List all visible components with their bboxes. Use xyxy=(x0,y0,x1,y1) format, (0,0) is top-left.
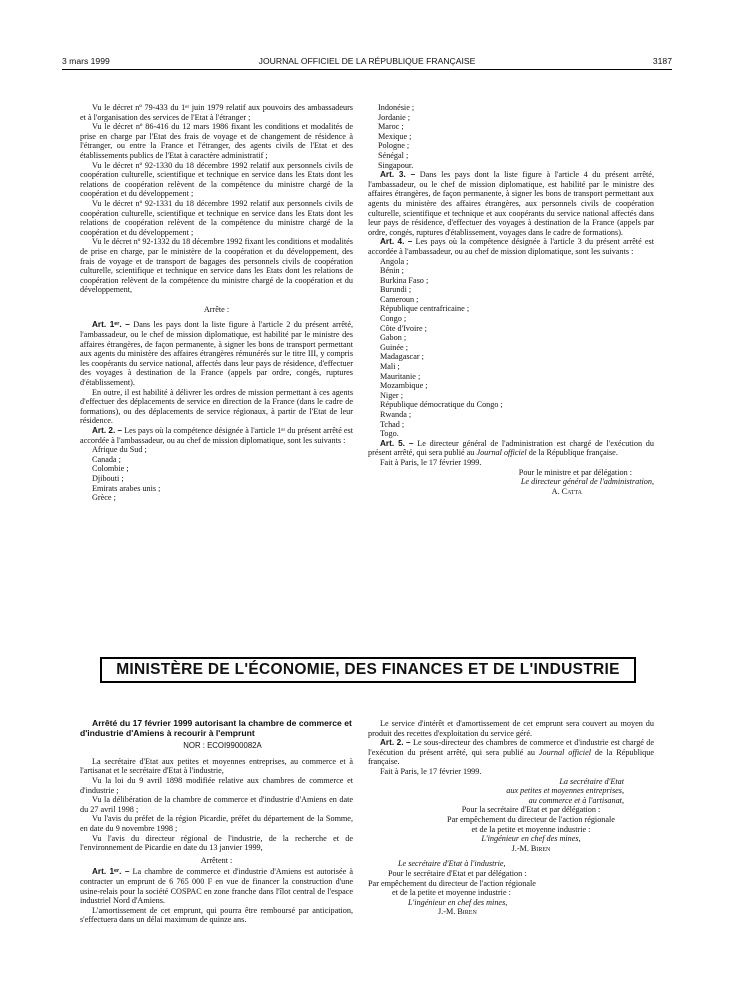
article-text: La chambre de commerce et d'industrie d'Amiens est autorisée à contracter un emprunt de 6 765 000 F en vue de financer la construction d'une usine-relais pour la société COSPAC en zone franche dans l'îlot central de l'espace industriel Nord d'Amiens. xyxy=(80,867,353,906)
list-item: Singapour. xyxy=(378,160,414,170)
list-item: Togo. xyxy=(380,429,399,439)
signature-line: Pour le ministre et par délégation : xyxy=(518,467,632,477)
list-item: Congo ; xyxy=(380,314,407,324)
article-5 xyxy=(368,439,654,458)
nor-reference: NOR : ECOI9900082A xyxy=(183,741,262,751)
vu-paragraph: Vu le décret nº 92-1331 du 18 décembre 1992 relatif aux personnels civils de coopération culturelle, scientifique et technique en service dans les Etats dont les relations de coopération relèvent de la compétence du ministre chargé de la coopération et du développement ; xyxy=(80,198,353,237)
vu-paragraph: Vu le décret nº 92-1332 du 18 décembre 1992 fixant les conditions et modalités de prise en charge, par le ministère de la coopération et du développement, des frais de voyage et de transport de bagages des personnels civils de coopération culturelle, scientifique et technique en service dans les Etats dont les relations de coopération relèvent de la compétence du ministre chargé de la coopération et du développement, xyxy=(80,237,353,295)
arretent-heading: Arrêtent : xyxy=(200,855,233,865)
list-item: Pologne ; xyxy=(378,141,410,151)
article-label: Art. 4. – xyxy=(380,237,413,247)
list-item: Angola ; xyxy=(380,256,409,266)
list-item: Tchad ; xyxy=(380,419,405,429)
signature-line: et de la petite et moyenne industrie : xyxy=(392,888,511,898)
signature-line: L'ingénieur en chef des mines, xyxy=(408,897,508,907)
signature-line: et de la petite et moyenne industrie : xyxy=(471,824,591,834)
signature-name: A. Catta xyxy=(551,486,582,496)
list-item: Afrique du Sud ; xyxy=(92,445,147,455)
list-item: Mauritanie ; xyxy=(380,371,421,381)
signature-block-1 xyxy=(368,777,654,806)
intro-paragraph: La secrétaire d'Etat aux petites et moyennes entreprises, au commerce et à l'artisanat et le secrétaire d'Etat à l'industrie, xyxy=(80,756,353,776)
list-item: Bénin ; xyxy=(380,266,404,276)
header-page-number: 3187 xyxy=(652,56,672,66)
bottom-left-column xyxy=(80,719,353,925)
journal-officiel-ref: Journal officiel xyxy=(476,448,527,458)
article-label: Art. 5. – xyxy=(380,438,414,448)
arrete-heading: Arrête : xyxy=(203,304,230,314)
vu-paragraph: Vu l'avis du directeur régional de l'industrie, de la recherche et de l'environnement de Picardie en date du 13 janvier 1999, xyxy=(80,833,353,853)
list-item: République centrafricaine ; xyxy=(380,304,470,314)
list-item: Mozambique ; xyxy=(380,381,428,391)
signature-line: Pour la secrétaire d'Etat et par délégation : xyxy=(461,805,601,815)
vu-paragraph: Vu la délibération de la chambre de commerce et d'industrie d'Amiens en date du 27 avril 1998 ; xyxy=(80,795,353,814)
article-4 xyxy=(368,237,654,256)
list-item: Djibouti ; xyxy=(92,473,124,483)
list-item: Mali ; xyxy=(380,362,400,372)
signature-line: aux petites et moyennes entreprises, xyxy=(506,786,624,796)
header-rule xyxy=(62,69,672,70)
article-text: Les pays où la compétence désignée à l'article 3 du présent arrêté est accordée à l'ambassadeur, ou au chef de mission diplomatique, sont les suivants : xyxy=(368,237,654,256)
signature-line: Pour le secrétaire d'Etat et par délégation : xyxy=(388,868,527,878)
top-right-column xyxy=(368,103,654,496)
vu-paragraph: Vu le décret nº 79-433 du 1ᵉʳ juin 1979 relatif aux pouvoirs des ambassadeurs et à l'organisation des services de l'Etat à l'étranger ; xyxy=(80,103,353,122)
article-text: Dans les pays dont la liste figure à l'article 4 du présent arrêté, l'ambassadeur, ou le chef de mission diplomatique, est habilité par le ministre des affaires étrangères, de façon permanente, à signer les bons de transport permettant aux agents du ministère des affaires étrangères, aux personnels civils de coopération culturelle, scientifique et technique et aux coopérants du service national affectés dans leur pays de résidence, d'effectuer des voyages à destination de la France (appels par ordre, congés, ruptures d'établissement, voyages dans le cadre de formations). xyxy=(368,170,654,237)
list-item: Maroc ; xyxy=(378,122,404,132)
bottom-right-column xyxy=(368,719,654,917)
signature-line: Par empêchement du directeur de l'action régionale xyxy=(447,814,615,824)
signature-line: L'ingénieur en chef des mines, xyxy=(481,834,581,844)
list-item: République démocratique du Congo ; xyxy=(380,400,503,410)
country-list xyxy=(80,445,353,503)
article-label: Art. 1ᵉʳ. – xyxy=(92,867,130,877)
article-label: Art. 1ᵉʳ. – xyxy=(92,320,130,330)
article-text: Le directeur général de l'administration est chargé de l'exécution du présent arrêté, qui sera publié au xyxy=(368,438,654,458)
signature-block-2 xyxy=(368,859,654,869)
list-item: Indonésie ; xyxy=(378,103,415,112)
article-1 xyxy=(80,867,353,905)
header-journal-title: JOURNAL OFFICIEL DE LA RÉPUBLIQUE FRANÇAISE xyxy=(258,56,476,66)
top-left-column xyxy=(80,103,353,503)
vu-paragraph: Vu la loi du 9 avril 1898 modifiée relative aux chambres de commerce et d'industrie ; xyxy=(80,775,353,795)
article-2 xyxy=(368,738,654,767)
ministry-heading-band: MINISTÈRE DE L'ÉCONOMIE, DES FINANCES ET DE L'INDUSTRIE xyxy=(100,657,636,683)
signature-delegation-1 xyxy=(368,805,654,853)
article-label: Art. 3. – xyxy=(380,170,416,180)
arrete-title: Arrêté du 17 février 1999 autorisant la chambre de commerce et d'industrie d'Amiens à recourir à l'emprunt xyxy=(80,718,352,738)
list-item: Cameroun ; xyxy=(380,294,419,304)
signature-line: au commerce et à l'artisanat, xyxy=(528,795,624,805)
article-2 xyxy=(80,426,353,445)
list-item: Côte d'Ivoire ; xyxy=(380,323,427,333)
article-1-continued: En outre, il est habilité à délivrer les ordres de mission permettant à ces agents d'effectuer des déplacements de service en direction de la France (dans le cadre de formations), ou des déplacements de service régionaux, à partir de l'Etat de leur résidence. xyxy=(80,387,353,426)
signature-line: La secrétaire d'Etat xyxy=(559,776,624,786)
article-text: Dans les pays dont la liste figure à l'article 2 du présent arrêté, l'ambassadeur, ou le chef de mission diplomatique, est habilité par le ministre des affaires étrangères, de façon permanente, à signer les bons de transport permettant aux agents du ministère des affaires étrangères rémunérés sur le titre III, y compris les coopérants du service national, affectés dans leur pays de résidence, d'effectuer des voyages à destination de la France (appels par ordre, congés, ruptures d'établissement). xyxy=(80,320,354,388)
article-label: Art. 2. – xyxy=(92,426,123,435)
article-label: Art. 2. – xyxy=(380,738,411,748)
fait-a-paris: Fait à Paris, le 17 février 1999. xyxy=(380,766,482,776)
signature-delegation-2 xyxy=(368,869,654,917)
signature-name: J.-M. Biren xyxy=(438,907,477,917)
list-item: Mexique ; xyxy=(378,131,412,141)
signature-title: Le directeur général de l'administration, xyxy=(520,477,654,487)
article-text: de la République française. xyxy=(526,448,618,458)
vu-paragraph: Vu le décret nº 86-416 du 12 mars 1986 fixant les conditions et modalités de prise en charge par l'Etat des frais de voyage et de changement de résidence à l'étranger, ou entre la France et l'étranger, des agents civils de l'Etat et des établissements publics de l'Etat à caractère administratif ; xyxy=(80,122,353,160)
list-item: Gabon ; xyxy=(380,333,407,343)
signature-line: Le secrétaire d'Etat à l'industrie, xyxy=(398,859,506,869)
list-item: Grèce ; xyxy=(92,493,116,503)
signature-name: J.-M. Biren xyxy=(511,843,551,853)
article-1-continued: L'amortissement de cet emprunt, qui pourra être remboursé par anticipation, s'effectuera dans un délai maximum de quinze ans. xyxy=(80,905,353,925)
vu-paragraph: Vu l'avis du préfet de la région Picardie, préfet du département de la Somme, en date du 9 novembre 1998 ; xyxy=(80,814,353,833)
signature-line: Par empêchement du directeur de l'action régionale xyxy=(368,878,536,888)
list-item: Sénégal ; xyxy=(378,150,409,160)
list-item: Canada ; xyxy=(92,454,121,464)
fait-a-paris: Fait à Paris, le 17 février 1999. xyxy=(380,457,482,467)
page-header xyxy=(62,56,672,70)
list-item: Burkina Faso ; xyxy=(380,275,429,285)
list-item: Emirats arabes unis ; xyxy=(92,483,161,493)
list-item: Niger ; xyxy=(380,390,403,400)
list-item: Jordanie ; xyxy=(378,112,411,122)
paragraph: Le service d'intérêt et d'amortissement de cet emprunt sera couvert au moyen du produit des recettes d'exploitation du service géré. xyxy=(368,719,654,738)
country-list-continued xyxy=(368,103,654,170)
article-text: de la République française. xyxy=(368,747,654,767)
vu-paragraph: Vu le décret nº 92-1330 du 18 décembre 1992 relatif aux personnels civils de coopération culturelle, scientifique et technique en service dans les Etats dont les relations de coopération relèvent de la compétence du ministre chargé de la coopération et du développement ; xyxy=(80,160,353,199)
list-item: Colombie ; xyxy=(92,464,129,474)
article-text: Le sous-directeur des chambres de commerce et d'industrie est chargé de l'exécution du présent arrêté, qui sera publié au xyxy=(368,738,654,757)
country-list xyxy=(368,257,654,439)
article-text: Les pays où la compétence désignée à l'article 1ᵉʳ du présent arrêté est accordée à l'ambassadeur, ou au chef de mission diplomatique, sont les suivants : xyxy=(80,426,353,445)
header-date: 3 mars 1999 xyxy=(62,56,110,66)
list-item: Madagascar ; xyxy=(380,352,424,362)
list-item: Guinée ; xyxy=(380,342,408,352)
journal-officiel-ref: Journal officiel xyxy=(538,747,591,757)
list-item: Rwanda ; xyxy=(380,410,412,419)
article-3 xyxy=(368,170,654,237)
article-1 xyxy=(80,320,353,387)
list-item: Burundi ; xyxy=(380,285,412,295)
